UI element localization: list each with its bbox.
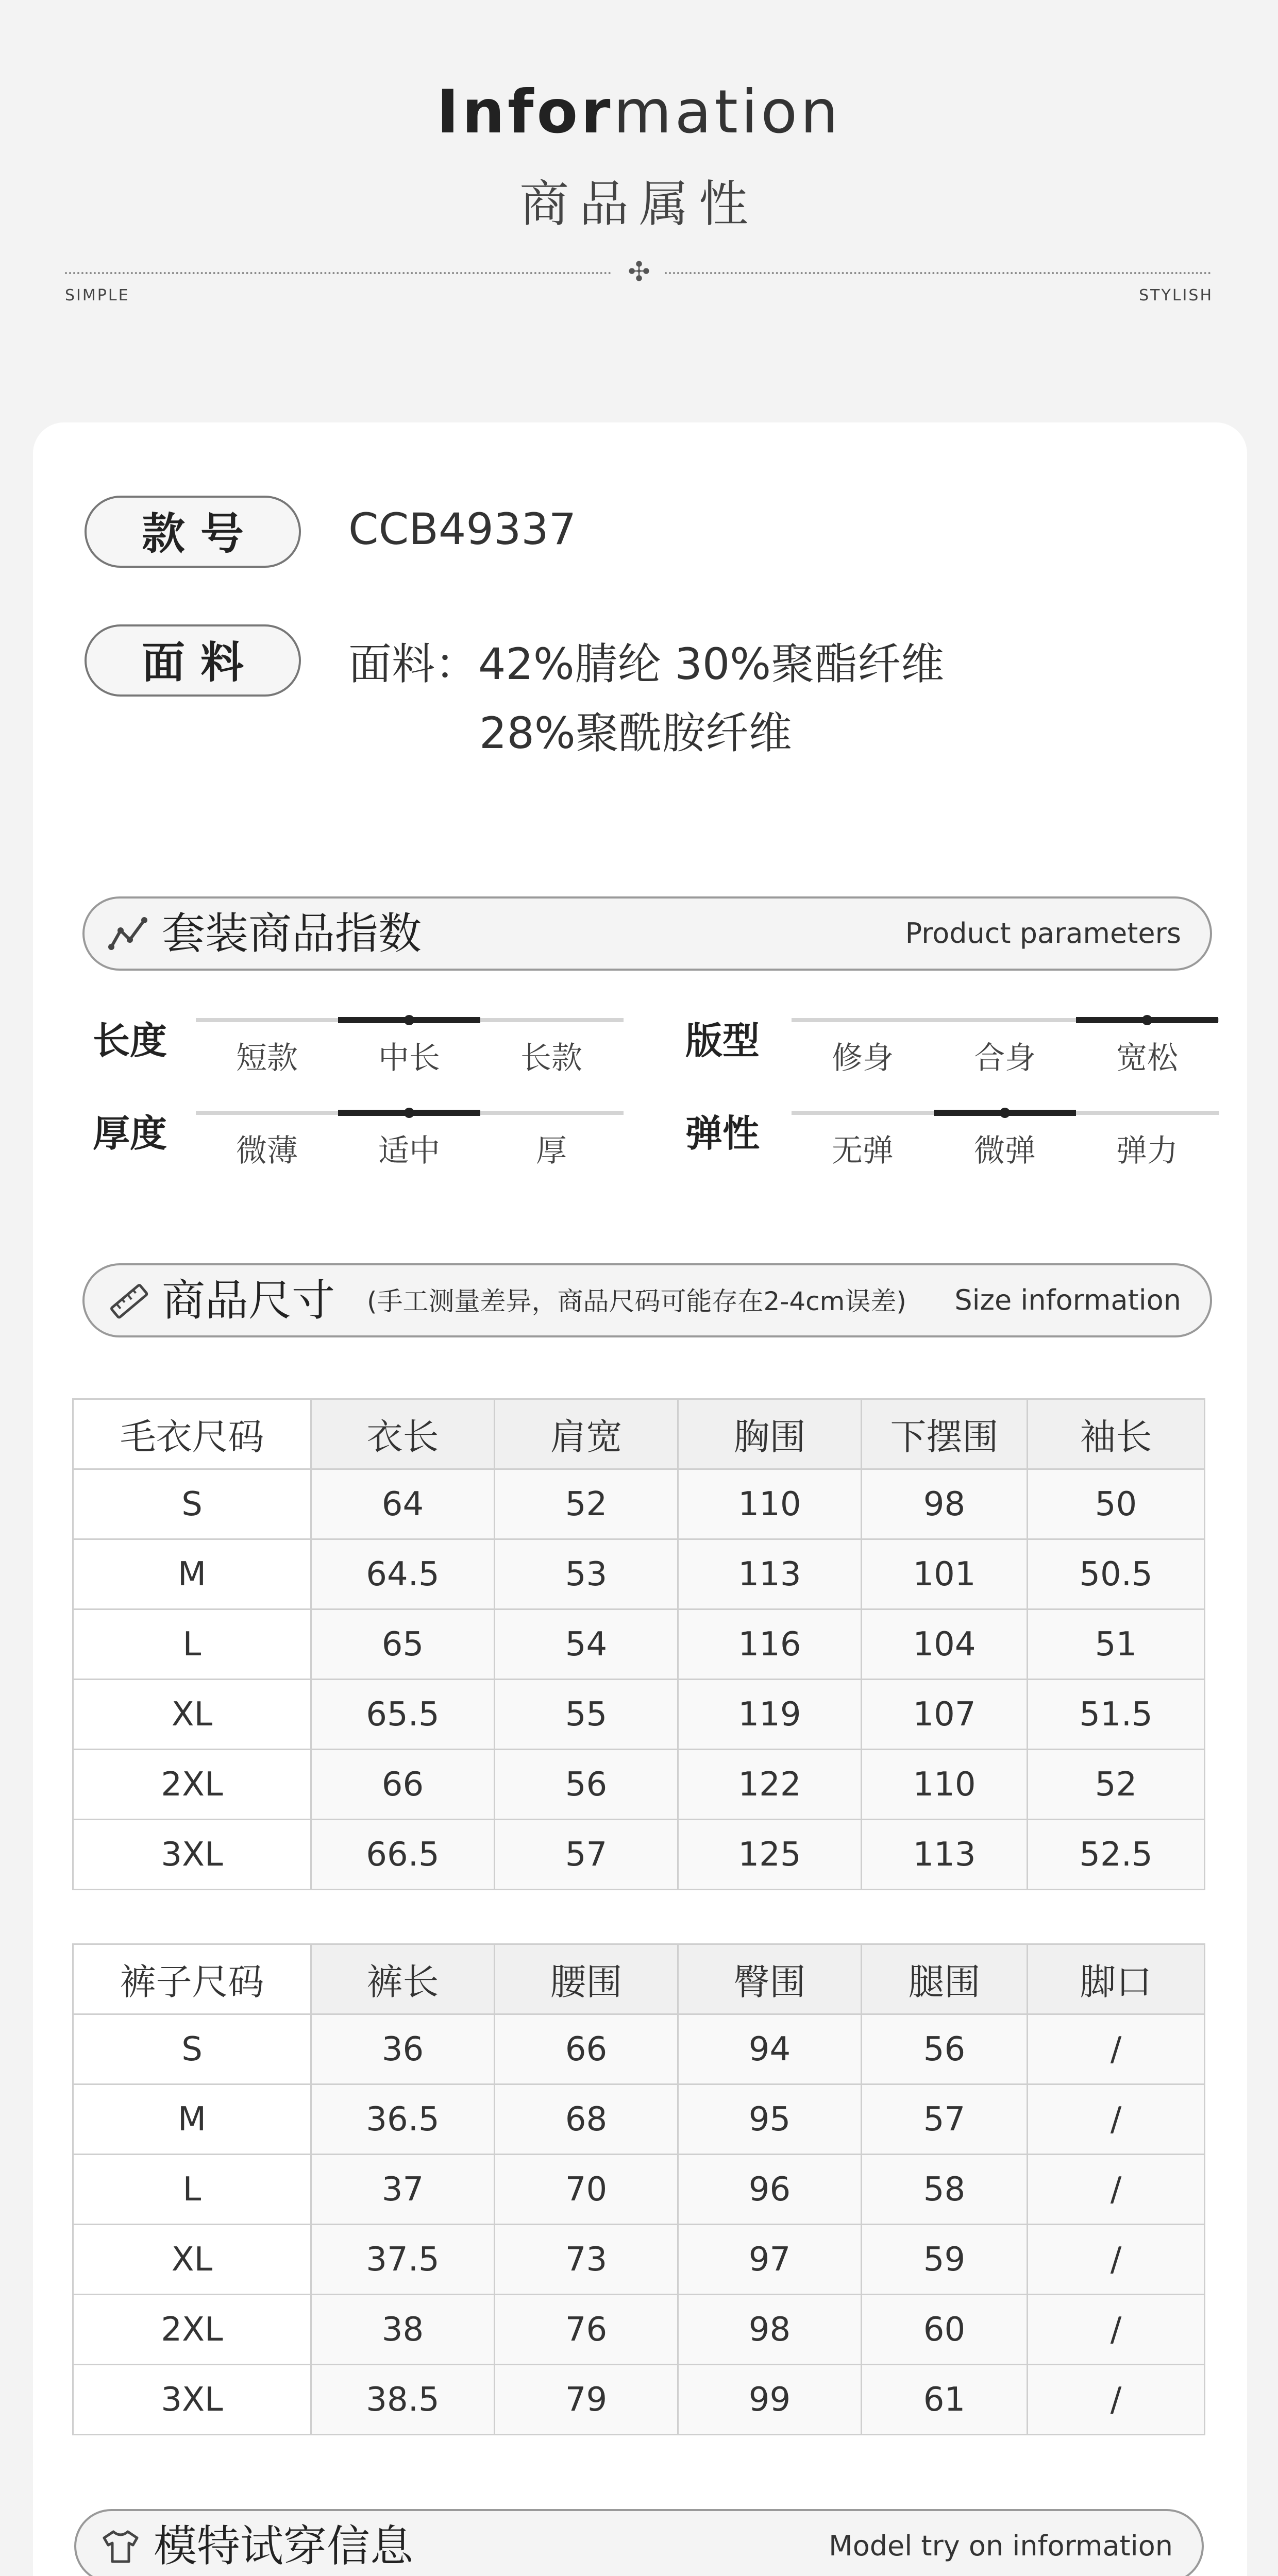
measurement-cell: 66 (311, 1750, 495, 1820)
title-chinese: 商品属性 (519, 175, 759, 233)
measurement-cell: 54 (495, 1609, 678, 1680)
table-row (73, 1820, 1205, 1890)
scale-option: 微薄 (236, 1133, 298, 1169)
table-row (73, 2295, 1205, 2365)
measurement-cell: 52.5 (1028, 1820, 1205, 1890)
size-cell: M (73, 1539, 311, 1609)
measurement-cell: / (1028, 2014, 1205, 2084)
size-cell: L (73, 1609, 311, 1680)
sweater-size-table (72, 1398, 1205, 1890)
size-cell: M (73, 2084, 311, 2155)
scale-option: 厚 (536, 1133, 567, 1169)
measurement-cell: 64.5 (311, 1539, 495, 1609)
measurement-cell: 119 (678, 1680, 862, 1750)
measurement-cell: 50.5 (1028, 1539, 1205, 1609)
measurement-cell: 56 (495, 1750, 678, 1820)
measurement-cell: 51 (1028, 1609, 1205, 1680)
table-row (73, 1469, 1205, 1539)
style-number-value: CCB49337 (348, 504, 577, 554)
measurement-cell: 66 (495, 2014, 678, 2084)
param-label-fit: 版型 (685, 1019, 760, 1062)
size-cell: 2XL (73, 1750, 311, 1820)
tshirt-icon (100, 2529, 141, 2565)
measurement-cell: 36 (311, 2014, 495, 2084)
pants-size-table (72, 1943, 1205, 2435)
measurement-cell: 64 (311, 1469, 495, 1539)
table-row (73, 2084, 1205, 2155)
param-scale-fit (792, 1018, 1219, 1080)
measurement-cell: 122 (678, 1750, 862, 1820)
measurement-cell: 56 (862, 2014, 1028, 2084)
page-header (0, 0, 1278, 361)
scale-selected-dot (1000, 1108, 1010, 1118)
size-cell: XL (73, 2225, 311, 2295)
scale-option: 中长 (378, 1040, 440, 1076)
tag-stylish: STYLISH (1139, 286, 1213, 304)
measurement-cell: 98 (678, 2295, 862, 2365)
measurement-cell: 113 (678, 1539, 862, 1609)
table-row (73, 1609, 1205, 1680)
size-section-bar (82, 1263, 1212, 1337)
measurement-cell: 52 (495, 1469, 678, 1539)
params-section-english: Product parameters (905, 917, 1181, 950)
scale-option: 适中 (378, 1133, 440, 1169)
measurement-cell: 94 (678, 2014, 862, 2084)
measurement-cell: 68 (495, 2084, 678, 2155)
measurement-cell: 60 (862, 2295, 1028, 2365)
measurement-cell: 36.5 (311, 2084, 495, 2155)
measurement-cell: / (1028, 2225, 1205, 2295)
size-section-note: (手工测量差异，商品尺码可能存在2-4cm误差) (367, 1286, 906, 1316)
ruler-icon (108, 1283, 149, 1319)
scale-option: 宽松 (1116, 1040, 1178, 1076)
scale-option: 弹力 (1116, 1133, 1178, 1169)
table-header-cell: 臀围 (678, 1944, 862, 2014)
measurement-cell: 99 (678, 2365, 862, 2435)
table-row (73, 2225, 1205, 2295)
measurement-cell: 110 (678, 1469, 862, 1539)
divider-ornament-icon: ✣ (628, 257, 650, 287)
size-cell: S (73, 2014, 311, 2084)
size-cell: 3XL (73, 2365, 311, 2435)
measurement-cell: 37.5 (311, 2225, 495, 2295)
measurement-cell: 57 (495, 1820, 678, 1890)
table-header-cell: 腰围 (495, 1944, 678, 2014)
measurement-cell: 38.5 (311, 2365, 495, 2435)
size-cell: S (73, 1469, 311, 1539)
table-header-cell: 下摆围 (862, 1399, 1028, 1469)
measurement-cell: 57 (862, 2084, 1028, 2155)
measurement-cell: 116 (678, 1609, 862, 1680)
table-header-cell: 裤长 (311, 1944, 495, 2014)
measurement-cell: 52 (1028, 1750, 1205, 1820)
measurement-cell: 95 (678, 2084, 862, 2155)
measurement-cell: 98 (862, 1469, 1028, 1539)
measurement-cell: 61 (862, 2365, 1028, 2435)
measurement-cell: 97 (678, 2225, 862, 2295)
table-header-row (73, 1399, 1205, 1469)
measurement-cell: 51.5 (1028, 1680, 1205, 1750)
param-label-elasticity: 弹性 (685, 1112, 760, 1155)
measurement-cell: 76 (495, 2295, 678, 2365)
scale-option: 微弹 (974, 1133, 1036, 1169)
table-header-cell: 肩宽 (495, 1399, 678, 1469)
table-header-cell: 衣长 (311, 1399, 495, 1469)
size-cell: 2XL (73, 2295, 311, 2365)
table-header-cell: 毛衣尺码 (73, 1399, 311, 1469)
table-row (73, 2365, 1205, 2435)
title-english-bold: Infor (436, 77, 614, 147)
scale-option: 短款 (236, 1040, 298, 1076)
model-section-bar (74, 2509, 1204, 2576)
size-cell: XL (73, 1680, 311, 1750)
measurement-cell: 73 (495, 2225, 678, 2295)
measurement-cell: / (1028, 2295, 1205, 2365)
table-header-cell: 腿围 (862, 1944, 1028, 2014)
fabric-line-1: 面料：42%腈纶 30%聚酯纤维 (348, 639, 945, 689)
scale-selected-dot (404, 1015, 414, 1025)
table-row (73, 1750, 1205, 1820)
param-scale-thickness (196, 1111, 624, 1173)
table-row (73, 2014, 1205, 2084)
param-label-thickness: 厚度 (93, 1112, 167, 1155)
scale-selected-dot (404, 1108, 414, 1118)
measurement-cell: 55 (495, 1680, 678, 1750)
measurement-cell: 101 (862, 1539, 1028, 1609)
measurement-cell: 104 (862, 1609, 1028, 1680)
table-header-cell: 袖长 (1028, 1399, 1205, 1469)
params-section-title: 套装商品指数 (162, 908, 422, 959)
scale-option: 合身 (974, 1040, 1036, 1076)
title-english (0, 77, 1278, 147)
param-scale-elasticity (792, 1111, 1219, 1173)
table-header-cell: 脚口 (1028, 1944, 1205, 2014)
model-section-english: Model try on information (829, 2530, 1173, 2562)
measurement-cell: 58 (862, 2155, 1028, 2225)
measurement-cell: 107 (862, 1680, 1028, 1750)
measurement-cell: / (1028, 2155, 1205, 2225)
measurement-cell: 125 (678, 1820, 862, 1890)
measurement-cell: 65.5 (311, 1680, 495, 1750)
measurement-cell: 59 (862, 2225, 1028, 2295)
scale-selected-dot (1142, 1015, 1152, 1025)
scale-option: 修身 (832, 1040, 894, 1076)
measurement-cell: 65 (311, 1609, 495, 1680)
table-row (73, 2155, 1205, 2225)
measurement-cell: 70 (495, 2155, 678, 2225)
size-section-english: Size information (954, 1284, 1181, 1316)
title-english-rest: mation (613, 77, 842, 147)
table-row (73, 1680, 1205, 1750)
measurement-cell: 37 (311, 2155, 495, 2225)
fabric-line-2: 28%聚酰胺纤维 (479, 708, 792, 758)
param-label-length: 长度 (93, 1019, 167, 1062)
table-header-cell: 胸围 (678, 1399, 862, 1469)
measurement-cell: 113 (862, 1820, 1028, 1890)
table-header-row (73, 1944, 1205, 2014)
measurement-cell: 53 (495, 1539, 678, 1609)
line-chart-icon (108, 916, 149, 952)
table-row (73, 1539, 1205, 1609)
style-number-label: 款号 (85, 496, 301, 568)
size-cell: 3XL (73, 1820, 311, 1890)
measurement-cell: 79 (495, 2365, 678, 2435)
tag-simple: SIMPLE (65, 286, 130, 304)
size-cell: L (73, 2155, 311, 2225)
measurement-cell: / (1028, 2084, 1205, 2155)
fabric-label: 面料 (85, 624, 301, 697)
measurement-cell: 96 (678, 2155, 862, 2225)
measurement-cell: / (1028, 2365, 1205, 2435)
measurement-cell: 110 (862, 1750, 1028, 1820)
divider-right (665, 272, 1211, 274)
measurement-cell: 50 (1028, 1469, 1205, 1539)
divider-left (65, 272, 611, 274)
model-section-title: 模特试穿信息 (154, 2521, 414, 2571)
scale-option: 无弹 (832, 1133, 894, 1169)
measurement-cell: 38 (311, 2295, 495, 2365)
param-scale-length (196, 1018, 624, 1080)
scale-option: 长款 (520, 1040, 582, 1076)
size-section-title: 商品尺寸 (162, 1275, 335, 1326)
table-header-cell: 裤子尺码 (73, 1944, 311, 2014)
measurement-cell: 66.5 (311, 1820, 495, 1890)
params-section-bar (82, 896, 1212, 971)
